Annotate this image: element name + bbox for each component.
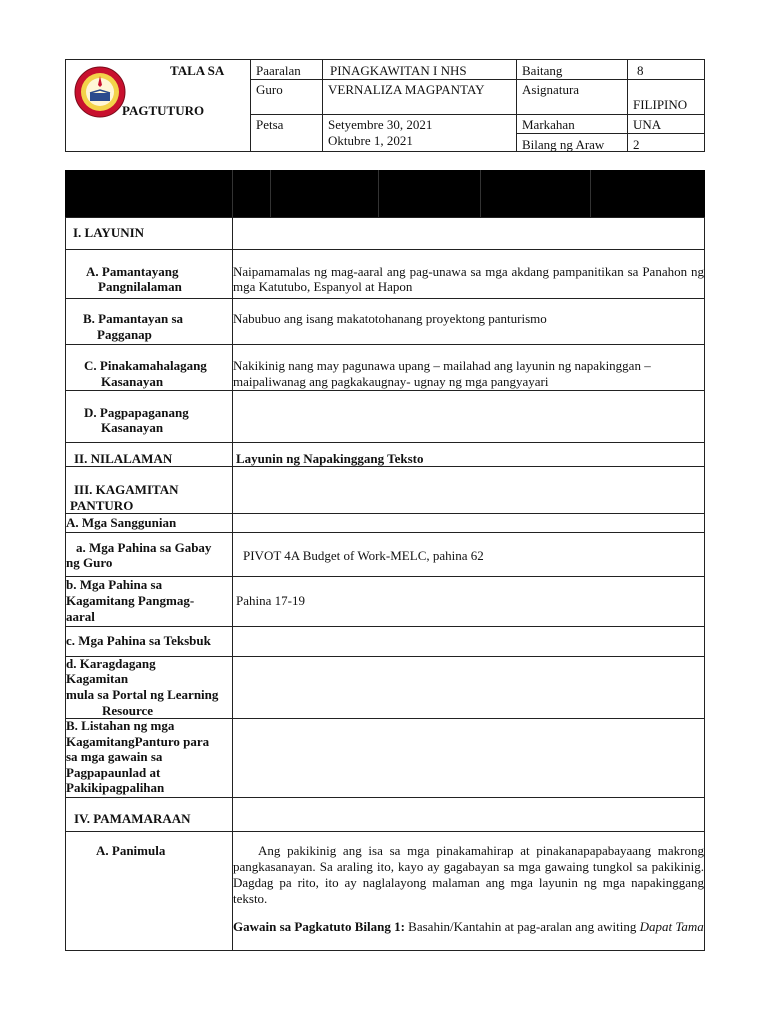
petsa-label: Petsa — [256, 117, 284, 132]
section-pamamaraan: IV. PAMAMARAAN — [74, 811, 191, 826]
nilalaman-value: Layunin ng Napakinggang Teksto — [236, 451, 424, 466]
listahan-label-4: Pagpapaunlad at — [66, 765, 161, 780]
pamantayang-pangnilalaman-label-2: Pangnilalaman — [98, 279, 182, 294]
pamantayan-pagganap-value: Nabubuo ang isang makatotohanang proyektong panturismo — [233, 311, 547, 326]
bilang-label: Bilang ng Araw — [522, 137, 605, 152]
pangmag-label-1: b. Mga Pahina sa — [66, 577, 163, 592]
pinakamahalagang-label-2: Kasanayan — [101, 374, 164, 389]
paaralan-label: Paaralan — [256, 63, 301, 78]
section-kagamitan-1: III. KAGAMITAN — [74, 482, 179, 497]
guro-label: Guro — [256, 82, 283, 97]
pinakamahalagang-value-2: maipaliwanag ang pagkakaugnay- ugnay ng mga pangyayari — [233, 374, 549, 389]
pagpapaganang-label-1: D. Pagpapaganang — [84, 405, 189, 420]
black-header-bar — [65, 170, 705, 217]
listahan-label-1: B. Listahan ng mga — [66, 718, 175, 733]
gabay-label-1: a. Mga Pahina sa Gabay — [76, 540, 212, 555]
gabay-value: PIVOT 4A Budget of Work-MELC, pahina 62 — [243, 548, 484, 563]
section-kagamitan-2: PANTURO — [70, 498, 134, 513]
school-logo — [74, 66, 126, 118]
paaralan-value: PINAGKAWITAN I NHS — [330, 63, 467, 78]
pamantayang-pangnilalaman-value: Naipamamalas ng mag-aaral ang pag-unawa sa mga akdang pampanitikan sa Panahon ng mga Katutubo, Espanyol at Hapon — [233, 264, 704, 294]
petsa-value-1: Setyembre 30, 2021 — [328, 117, 433, 132]
gawain-song-title: Dapat Tama — [639, 919, 704, 934]
document-title-line2: PAGTUTURO — [122, 103, 205, 118]
pinakamahalagang-label-1: C. Pinakamahalagang — [84, 358, 207, 373]
karagdagang-label-4: Resource — [102, 703, 154, 718]
pamantayan-pagganap-label-1: B. Pamantayan sa — [83, 311, 184, 326]
gawain-paragraph — [233, 919, 704, 935]
asignatura-value: FILIPINO — [633, 97, 688, 112]
pagpapaganang-label-2: Kasanayan — [101, 420, 164, 435]
baitang-value: 8 — [637, 63, 644, 78]
panimula-label: A. Panimula — [96, 843, 166, 858]
listahan-label-2: KagamitangPanturo para — [66, 734, 210, 749]
pangmag-label-3: aaral — [66, 609, 95, 624]
karagdagang-label-3: mula sa Portal ng Learning — [66, 687, 219, 702]
section-layunin: I. LAYUNIN — [73, 225, 145, 240]
pamantayang-pangnilalaman-label-1: A. Pamantayang — [86, 264, 179, 279]
markahan-value: UNA — [633, 117, 662, 132]
document-title-line1: TALA SA — [170, 63, 225, 78]
listahan-label-3: sa mga gawain sa — [66, 749, 163, 764]
pangmag-value: Pahina 17-19 — [236, 593, 305, 608]
karagdagang-label-2: Kagamitan — [66, 671, 129, 686]
section-nilalaman: II. NILALAMAN — [74, 451, 173, 466]
petsa-value-2: Oktubre 1, 2021 — [328, 133, 413, 148]
panimula-text: Ang pakikinig ang isa sa mga pinakamahirap at pinakanapapabayaang makrong pangkasanayan. Sa araling ito, kayo ay gagabayan sa mga gawaing tungkol sa pakikinig. Dagdag pa rito, ito ay naglalayong malaman ang mga layunin ng mga napakinggang teksto. — [233, 843, 704, 906]
asignatura-label: Asignatura — [522, 82, 580, 97]
gawain-text: Basahin/Kantahin at pag-aralan ang awiting — [404, 919, 640, 934]
karagdagang-label-1: d. Karagdagang — [66, 656, 156, 671]
teksbuk-label: c. Mga Pahina sa Teksbuk — [66, 633, 211, 648]
pamantayan-pagganap-label-2: Pagganap — [97, 327, 152, 342]
gawain-label: Gawain sa Pagkatuto Bilang 1: — [233, 919, 405, 934]
sanggunian-label: A. Mga Sanggunian — [66, 515, 177, 530]
baitang-label: Baitang — [522, 63, 563, 78]
guro-value: VERNALIZA MAGPANTAY — [328, 82, 485, 97]
listahan-label-5: Pakikipagpalihan — [66, 780, 165, 795]
markahan-label: Markahan — [522, 117, 575, 132]
gabay-label-2: ng Guro — [66, 555, 113, 570]
pinakamahalagang-value-1: Nakikinig nang may pagunawa upang – mailahad ang layunin ng napakinggan – — [233, 358, 651, 373]
pangmag-label-2: Kagamitang Pangmag- — [66, 593, 195, 608]
bilang-value: 2 — [633, 137, 640, 152]
